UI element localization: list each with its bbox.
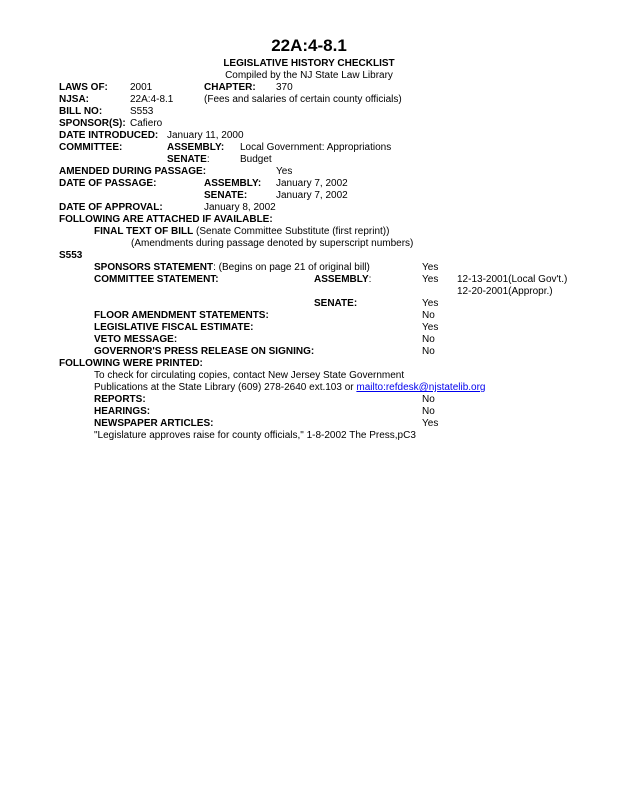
njsa-description: (Fees and salaries of certain county officials): [204, 94, 402, 105]
printed-line-2: [94, 382, 486, 394]
printed-line-1: To check for circulating copies, contact New Jersey State Government: [94, 370, 405, 381]
fiscal-estimate-label: LEGISLATIVE FISCAL ESTIMATE:: [94, 322, 254, 333]
press-release-value: No: [422, 346, 435, 357]
committee-senate: [167, 154, 210, 166]
committee-statement-assembly-value: Yes: [422, 274, 439, 285]
committee-senate-label: SENATE: [167, 154, 207, 165]
bill-no-value: S553: [130, 106, 154, 117]
passage-assembly-label: ASSEMBLY:: [204, 178, 262, 189]
checklist-subtitle: LEGISLATIVE HISTORY CHECKLIST: [223, 58, 395, 69]
newspaper-article: "Legislature approves raise for county officials," 1-8-2002 The Press,pC3: [94, 430, 416, 441]
refdesk-email-link[interactable]: mailto:refdesk@njstatelib.org: [356, 382, 486, 393]
passage-senate-value: January 7, 2002: [276, 190, 348, 201]
date-of-approval-label: DATE OF APPROVAL:: [59, 202, 163, 213]
sponsors-statement-line: [94, 262, 370, 274]
attached-heading: FOLLOWING ARE ATTACHED IF AVAILABLE:: [59, 214, 273, 225]
reports-label: REPORTS:: [94, 394, 146, 405]
hearings-value: No: [422, 406, 435, 417]
amendments-note: (Amendments during passage denoted by superscript numbers): [131, 238, 414, 249]
sponsors-value: Cafiero: [130, 118, 163, 129]
veto-message-label: VETO MESSAGE:: [94, 334, 178, 345]
final-text-line: [94, 226, 389, 238]
hearings-label: HEARINGS:: [94, 406, 151, 417]
date-introduced-label: DATE INTRODUCED:: [59, 130, 159, 141]
date-of-approval-value: January 8, 2002: [204, 202, 276, 213]
date-of-passage-label: DATE OF PASSAGE:: [59, 178, 157, 189]
newspaper-label: NEWSPAPER ARTICLES:: [94, 418, 214, 429]
committee-statement-date-2: 12-20-2001(Appropr.): [457, 286, 553, 297]
floor-amendment-label: FLOOR AMENDMENT STATEMENTS:: [94, 310, 269, 321]
compiled-by: Compiled by the NJ State Law Library: [225, 70, 393, 81]
final-text-label: FINAL TEXT OF BILL: [94, 226, 194, 237]
committee-statement-date-1: 12-13-2001(Local Gov't.): [457, 274, 568, 285]
floor-amendment-value: No: [422, 310, 435, 321]
bill-no-label: BILL NO:: [59, 106, 103, 117]
bill-section-heading: S553: [59, 250, 83, 261]
sponsors-statement-label: SPONSORS STATEMENT: [94, 262, 214, 273]
press-release-label: GOVERNOR'S PRESS RELEASE ON SIGNING:: [94, 346, 315, 357]
committee-assembly-label: ASSEMBLY:: [167, 142, 225, 153]
chapter-value: 370: [276, 82, 293, 93]
committee-senate-value: Budget: [240, 154, 272, 165]
printed-line-2-text: Publications at the State Library (609) 278-2640 ext.103 or: [94, 382, 357, 393]
njsa-label: NJSA:: [59, 94, 90, 105]
committee-statement-assembly: [314, 274, 371, 286]
sponsors-statement-value: Yes: [422, 262, 439, 273]
passage-assembly-value: January 7, 2002: [276, 178, 348, 189]
committee-senate-colon: :: [206, 154, 210, 165]
laws-of-label: LAWS OF:: [59, 82, 108, 93]
committee-assembly-value: Local Government: Appropriations: [240, 142, 392, 153]
committee-statement-assembly-colon: :: [368, 274, 372, 285]
committee-label: COMMITTEE:: [59, 142, 123, 153]
laws-of-value: 2001: [130, 82, 153, 93]
committee-statement-senate-label: SENATE:: [314, 298, 358, 309]
chapter-label: CHAPTER:: [204, 82, 256, 93]
reports-value: No: [422, 394, 435, 405]
sponsors-statement-note: : (Begins on page 21 of original bill): [213, 262, 370, 273]
committee-statement-senate-value: Yes: [422, 298, 439, 309]
newspaper-value: Yes: [422, 418, 439, 429]
passage-senate-label: SENATE:: [204, 190, 248, 201]
veto-message-value: No: [422, 334, 435, 345]
committee-statement-label: COMMITTEE STATEMENT:: [94, 274, 219, 285]
committee-statement-assembly-label: ASSEMBLY: [314, 274, 369, 285]
amended-value: Yes: [276, 166, 293, 177]
njsa-value: 22A:4-8.1: [130, 94, 174, 105]
sponsors-label: SPONSOR(S):: [59, 118, 126, 129]
amended-label: AMENDED DURING PASSAGE:: [59, 166, 207, 177]
printed-heading: FOLLOWING WERE PRINTED:: [59, 358, 203, 369]
fiscal-estimate-value: Yes: [422, 322, 439, 333]
page-title: 22A:4-8.1: [271, 36, 347, 55]
final-text-value: (Senate Committee Substitute (first reprint)): [193, 226, 390, 237]
date-introduced-value: January 11, 2000: [167, 130, 244, 141]
